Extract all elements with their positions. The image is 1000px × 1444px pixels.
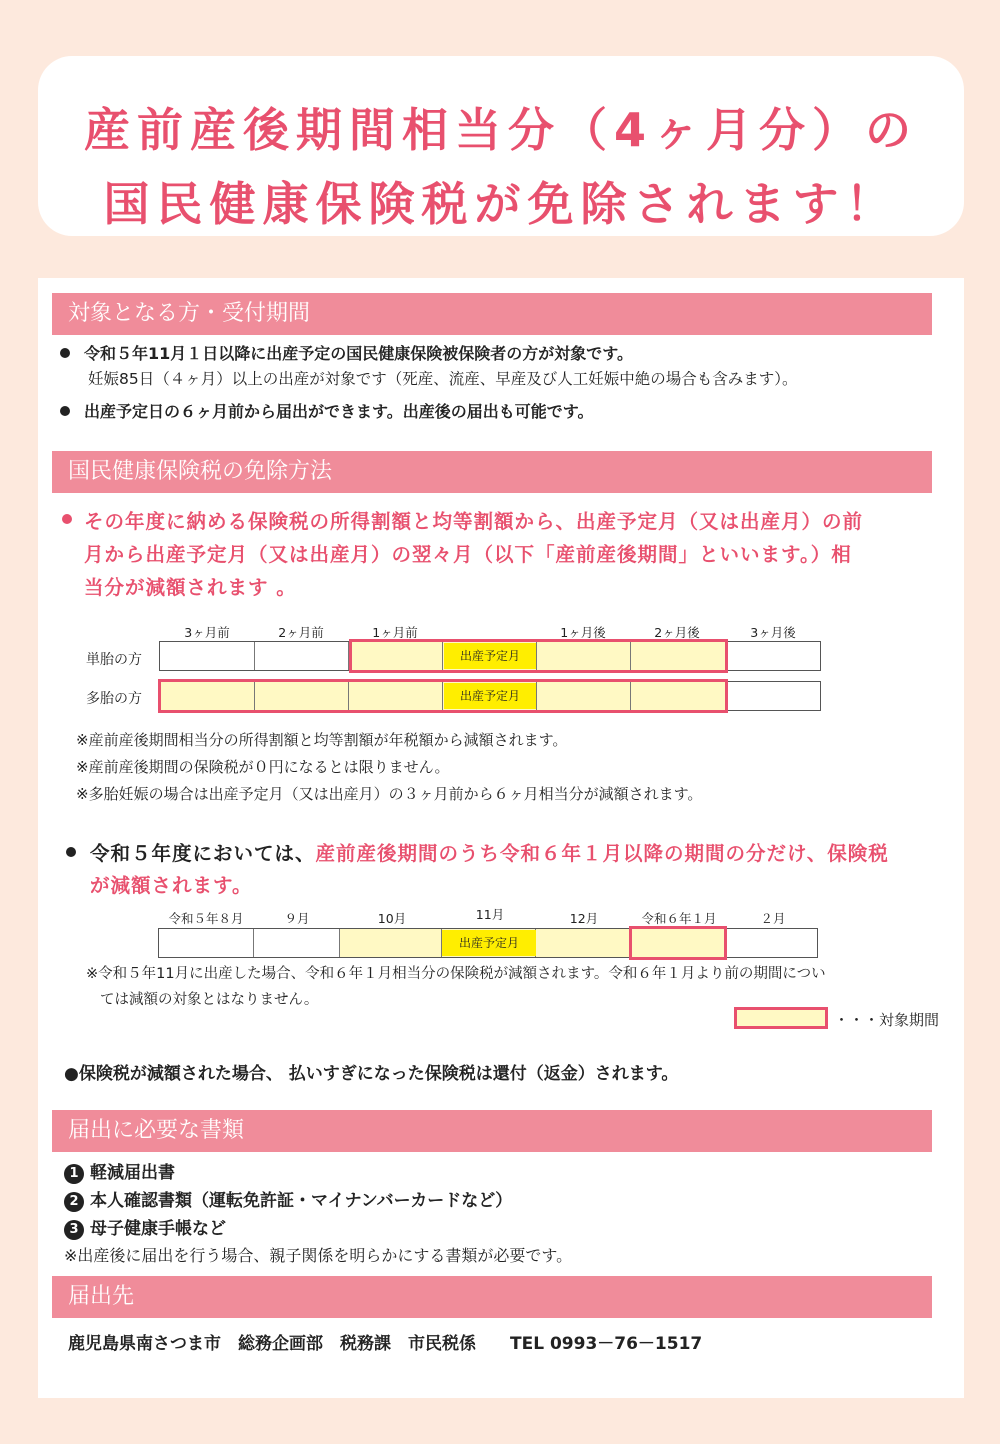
table-cell — [160, 642, 255, 670]
document-item-text: 本人確認書類（運転免許証・マイナンバーカードなど） — [90, 1191, 513, 1211]
table1-header: 2ヶ月前 — [278, 625, 324, 640]
table-cell-period — [536, 929, 630, 957]
table1-header: 1ヶ月後 — [560, 625, 606, 640]
table2-header: 12月 — [569, 911, 599, 926]
legend-label: ・・・対象期間 — [834, 1011, 940, 1029]
section-documents-heading: 届出に必要な書類 — [52, 1110, 932, 1152]
bullet-dot — [60, 348, 70, 358]
document-item-3 — [64, 1214, 226, 1240]
period-highlight — [629, 926, 727, 960]
document-item-text: 軽減届出書 — [90, 1163, 175, 1183]
table1-header: 1ヶ月前 — [372, 625, 418, 640]
table-cell — [254, 929, 341, 957]
table-cell — [726, 642, 820, 670]
section-eligibility-heading: 対象となる方・受付期間 — [52, 293, 932, 335]
r5-bullet-line-1 — [90, 838, 889, 866]
table2-header: 10月 — [377, 911, 407, 926]
number-badge: 1 — [64, 1164, 84, 1184]
table1-header: 3ヶ月前 — [184, 625, 230, 640]
table2-header: 令和５年８月 — [168, 911, 244, 926]
table-cell — [726, 682, 820, 710]
r5-bullet-plain: 令和５年度においては、 — [90, 842, 316, 865]
table1-header: 2ヶ月後 — [654, 625, 700, 640]
number-badge: 3 — [64, 1220, 84, 1240]
table1-row-label-multiple: 多胎の方 — [86, 691, 142, 707]
due-month-label: 出産予定月 — [442, 930, 536, 956]
table1-header: 3ヶ月後 — [750, 625, 796, 640]
number-badge: 2 — [64, 1192, 84, 1212]
document-item-1 — [64, 1158, 175, 1184]
title-line-2: 国民健康保険税が免除されます！ — [103, 177, 899, 231]
note-1: ※産前産後期間相当分の所得割額と均等割額が年税額から減額されます。 — [76, 731, 568, 749]
section-method-heading: 国民健康保険税の免除方法 — [52, 451, 932, 493]
period-highlight — [349, 639, 728, 673]
bullet-dot — [66, 847, 76, 857]
document-item-2 — [64, 1186, 512, 1212]
office-address: 鹿児島県南さつま市 総務企画部 税務課 市民税係 TEL 0993－76－1517 — [68, 1334, 703, 1354]
note-3: ※多胎妊娠の場合は出産予定月（又は出産月）の３ヶ月前から６ヶ月相当分が減額されます。 — [76, 785, 703, 803]
title-card — [38, 56, 964, 236]
table-cell-period — [340, 929, 442, 957]
table2-header: 11月 — [475, 907, 505, 922]
legend-swatch — [734, 1007, 828, 1029]
note-2: ※産前産後期間の保険税が０円になるとは限りません。 — [76, 758, 450, 776]
table-cell — [725, 929, 817, 957]
period-highlight — [158, 679, 728, 713]
bullet-dot — [60, 406, 70, 416]
document-item-text: 母子健康手帳など — [90, 1219, 226, 1239]
eligibility-bullet-1-sub: 妊娠85日（４ヶ月）以上の出産が対象です（死産、流産、早産及び人工妊娠中絶の場合も含みます）。 — [88, 370, 798, 388]
method-lead-line-3: 当分が減額されます 。 — [84, 576, 297, 599]
due-month-label: 出産予定月 — [444, 643, 536, 669]
eligibility-bullet-1: 令和５年11月１日以降に出産予定の国民健康保険被保険者の方が対象です。 — [84, 344, 633, 363]
section-office-heading: 届出先 — [52, 1276, 932, 1318]
table-cell — [159, 929, 254, 957]
method-lead-line-2: 月から出産予定月（又は出産月）の翌々月（以下「産前産後期間」といいます。）相 — [84, 543, 852, 566]
r5-bullet-pink: 産前産後期間のうち令和６年１月以降の期間の分だけ、保険税 — [315, 842, 889, 865]
title-line-1: 産前産後期間相当分（4ヶ月分）の — [83, 103, 918, 157]
table2-header: ９月 — [284, 911, 310, 926]
table2-note-line-2: ては減額の対象とはなりません。 — [100, 992, 319, 1008]
refund-text: ●保険税が減額された場合、 払いすぎになった保険税は還付（返金）されます。 — [64, 1064, 679, 1084]
method-lead-line-1: その年度に納める保険税の所得割額と均等割額から、出産予定月（又は出産月）の前 — [84, 510, 864, 533]
due-month-label: 出産予定月 — [444, 683, 536, 709]
documents-note: ※出産後に届出を行う場合、親子関係を明らかにする書類が必要です。 — [64, 1246, 573, 1265]
table2-header: ２月 — [760, 911, 786, 926]
r5-bullet-line-2: が減額されます。 — [90, 874, 253, 897]
table-cell — [255, 642, 349, 670]
eligibility-bullet-2: 出産予定日の６ヶ月前から届出ができます。出産後の届出も可能です。 — [84, 402, 594, 421]
bullet-dot — [62, 514, 72, 524]
table2-note-line-1: ※令和５年11月に出産した場合、令和６年１月相当分の保険税が減額されます。令和６年１月より前の期間につい — [86, 966, 826, 982]
main-panel — [38, 278, 964, 1398]
table1-row-label-single: 単胎の方 — [86, 652, 142, 668]
table2-header: 令和６年１月 — [641, 911, 717, 926]
